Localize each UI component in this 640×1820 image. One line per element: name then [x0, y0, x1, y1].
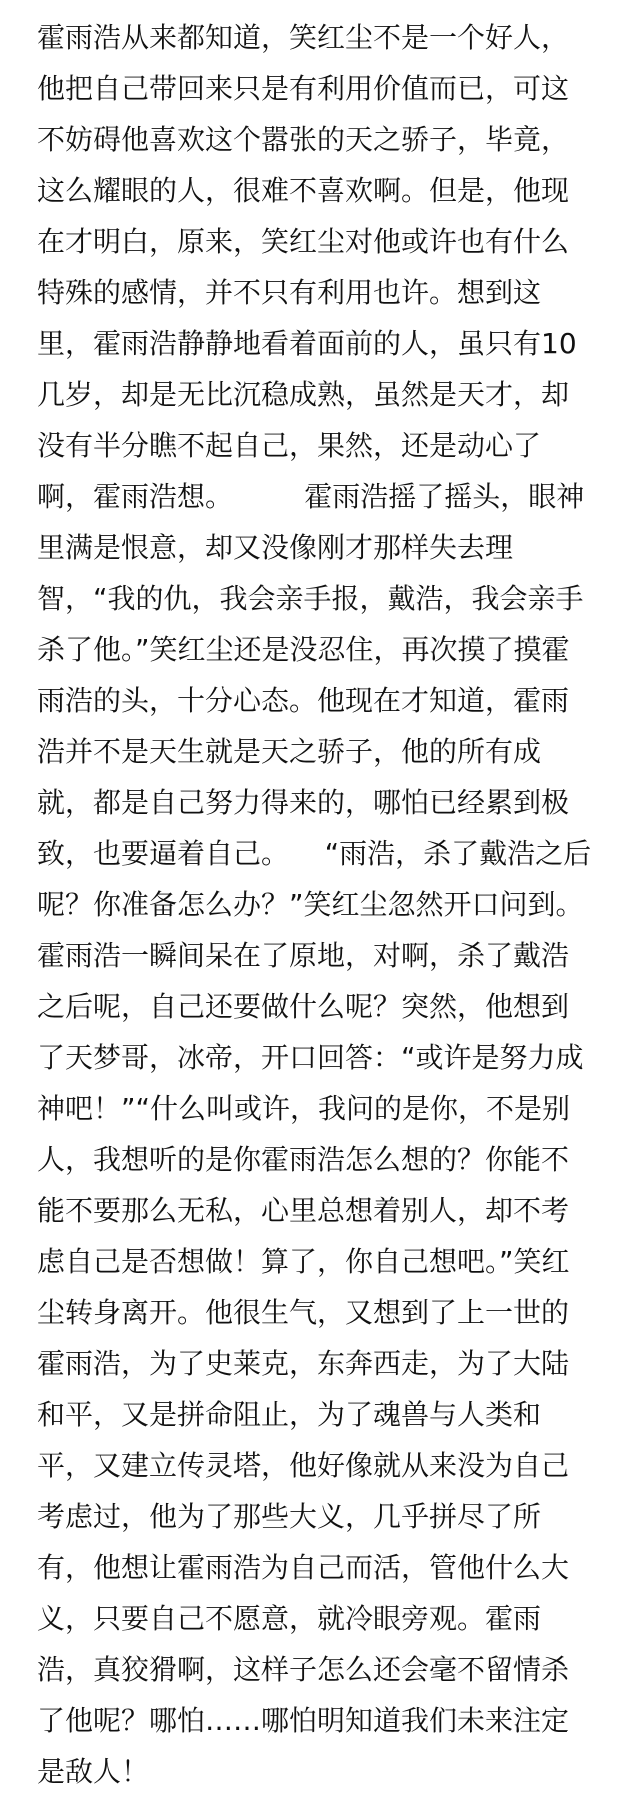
- text-line: 能不要那么无私，心里总想着别人，却不考: [37, 1194, 570, 1227]
- text-line: 啊，霍雨浩想。 霍雨浩摇了摇头，眼神: [37, 480, 585, 513]
- text-line: 里满是恨意，却又没像刚才那样失去理: [37, 531, 514, 564]
- text-line: 霍雨浩一瞬间呆在了原地，对啊，杀了戴浩: [37, 939, 570, 972]
- text-line: 他把自己带回来只是有利用价值而已，可这: [37, 72, 570, 105]
- text-line: 和平，又是拼命阻止，为了魂兽与人类和: [37, 1398, 542, 1431]
- text-line: 平，又建立传灵塔，他好像就从来没为自己: [37, 1449, 570, 1482]
- text-line: 浩并不是天生就是天之骄子，他的所有成: [37, 735, 542, 768]
- text-line: 了天梦哥，冰帝，开口回答：“或许是努力成: [37, 1041, 584, 1074]
- text-line: 智，“我的仇，我会亲手报，戴浩，我会亲手: [37, 582, 584, 615]
- text-line: 雨浩的头，十分心态。他现在才知道，霍雨: [37, 684, 570, 717]
- text-line: 尘转身离开。他很生气，又想到了上一世的: [37, 1296, 570, 1329]
- text-line: 在才明白，原来，笑红尘对他或许也有什么: [37, 225, 570, 258]
- text-line: 致，也要逼着自己。 “雨浩，杀了戴浩之后: [37, 837, 592, 870]
- text-line: 虑自己是否想做！算了，你自己想吧。”笑红: [37, 1245, 570, 1278]
- text-line: 杀了他。”笑红尘还是没忍住，再次摸了摸霍: [37, 633, 570, 666]
- text-line: 几岁，却是无比沉稳成熟，虽然是天才，却: [37, 378, 570, 411]
- text-line: 特殊的感情，并不只有利用也许。想到这: [37, 276, 542, 309]
- text-line: 义，只要自己不愿意，就冷眼旁观。霍雨: [37, 1602, 542, 1635]
- text-line: 就，都是自己努力得来的，哪怕已经累到极: [37, 786, 570, 819]
- text-line: 之后呢，自己还要做什么呢？突然，他想到: [37, 990, 570, 1023]
- text-line: 不妨碍他喜欢这个嚣张的天之骄子，毕竟，: [37, 123, 570, 156]
- text-line: 考虑过，他为了那些大义，几乎拼尽了所: [37, 1500, 542, 1533]
- text-line: 这么耀眼的人，很难不喜欢啊。但是，他现: [37, 174, 570, 207]
- text-line: 霍雨浩，为了史莱克，东奔西走，为了大陆: [37, 1347, 570, 1380]
- text-line: 有，他想让霍雨浩为自己而活，管他什么大: [37, 1551, 570, 1584]
- text-line: 人，我想听的是你霍雨浩怎么想的？你能不: [37, 1143, 570, 1176]
- text-line: 霍雨浩从来都知道，笑红尘不是一个好人，: [37, 21, 570, 54]
- text-line: 神吧！”“什么叫或许，我问的是你，不是别: [37, 1092, 571, 1125]
- text-line: 是敌人！: [37, 1755, 150, 1788]
- text-line: 了他呢？哪怕……哪怕明知道我们未来注定: [37, 1704, 570, 1737]
- text-line: 没有半分瞧不起自己，果然，还是动心了: [37, 429, 542, 462]
- text-line: 里，霍雨浩静静地看着面前的人，虽只有10: [37, 327, 577, 360]
- text-line: 呢？你准备怎么办？”笑红尘忽然开口问到。: [37, 888, 584, 921]
- text-line: 浩，真狡猾啊，这样子怎么还会毫不留情杀: [37, 1653, 570, 1686]
